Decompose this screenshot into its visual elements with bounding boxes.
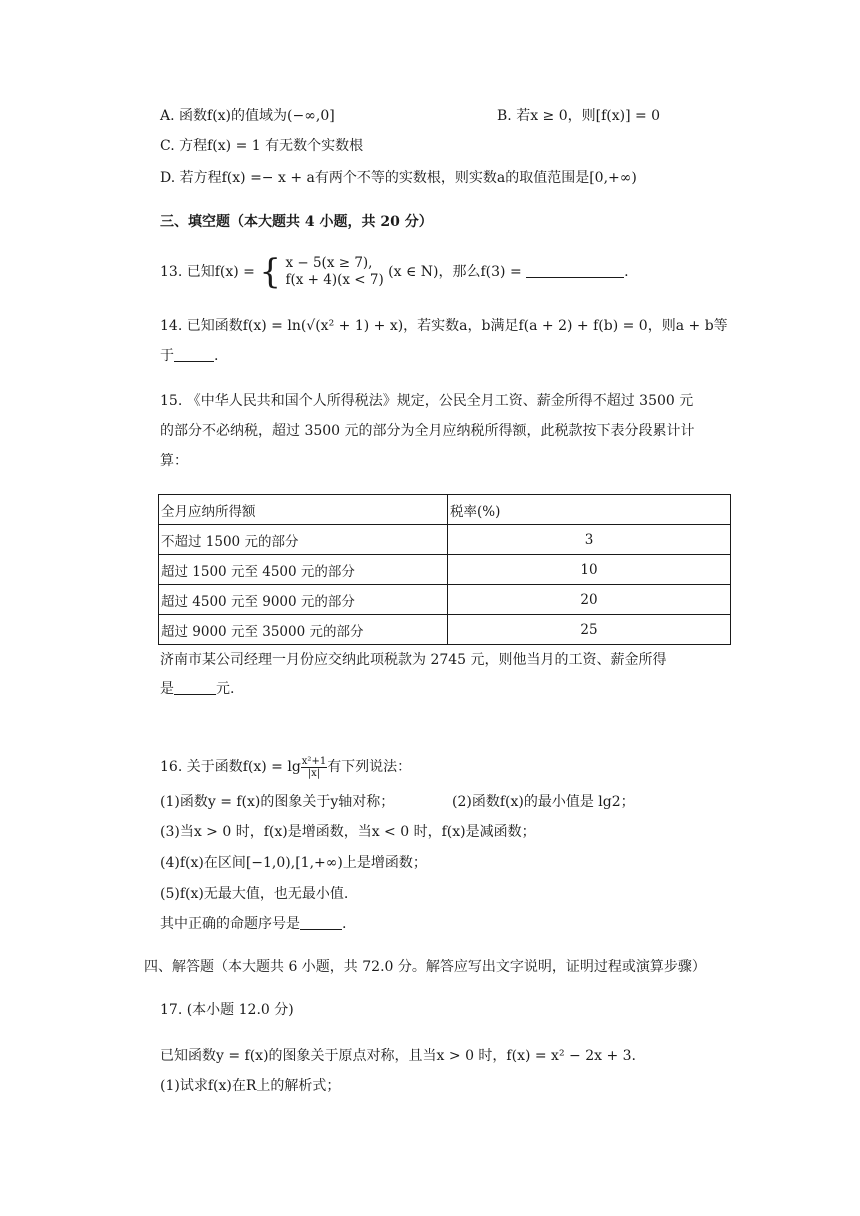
table-cell-range: 不超过 1500 元的部分: [159, 525, 448, 555]
q16-suffix: 有下列说法：: [327, 759, 412, 775]
q13-suffix: (x ∈ N)，那么f(3) =: [388, 264, 522, 280]
q14-answer-blank[interactable]: [174, 347, 214, 362]
question-17-line-1: 已知函数y = f(x)的图象关于原点对称，且当x > 0 时，f(x) = x² − 2x + 3.: [160, 1048, 636, 1064]
question-13: [160, 252, 629, 292]
table-header-row: [159, 495, 731, 525]
q15-answer-blank[interactable]: [174, 680, 216, 695]
tax-rate-table: [158, 494, 731, 645]
q16-statement-5: (5)f(x)无最大值，也无最小值.: [160, 886, 349, 902]
option-b: B. 若x ≥ 0，则[f(x)] = 0: [497, 108, 661, 124]
table-cell-range: 超过 9000 元至 35000 元的部分: [159, 615, 448, 645]
question-15-line-2: 的部分不必纳税，超过 3500 元的部分为全月应纳税所得额，此税款按下表分段累计计: [160, 423, 695, 439]
q16-prefix: 16. 关于函数f(x) = lg: [160, 759, 301, 775]
table-row: [159, 615, 731, 645]
table-header-income: 全月应纳所得额: [159, 495, 448, 525]
q16-frac-numerator: x²+1: [301, 755, 327, 767]
q16-ask-prefix: 其中正确的命题序号是: [160, 916, 300, 932]
q13-case-1: x − 5(x ≥ 7),: [285, 255, 373, 271]
q15-after2-suffix: 元.: [216, 681, 235, 697]
q16-answer-blank[interactable]: [300, 915, 342, 930]
question-14-line-2: [160, 346, 218, 366]
q13-answer-blank[interactable]: [526, 263, 624, 278]
table-row: [159, 585, 731, 615]
option-a: A. 函数f(x)的值域为(−∞,0]: [160, 108, 335, 124]
q16-statement-4: (4)f(x)在区间[−1,0),[1,+∞)上是增函数；: [160, 855, 427, 871]
q13-case-2: f(x + 4)(x < 7): [285, 272, 384, 288]
q16-fraction: [301, 756, 327, 779]
question-14-line-1: 14. 已知函数f(x) = ln(√(x² + 1) + x)，若实数a，b满足f(a + 2) + f(b) = 0，则a + b等: [160, 318, 728, 334]
q14-line2-prefix: 于: [160, 348, 174, 364]
table-cell-range: 超过 4500 元至 9000 元的部分: [159, 585, 448, 615]
table-row: [159, 555, 731, 585]
q16-statement-2: (2)函数f(x)的最小值是 lg2；: [452, 794, 635, 810]
q13-prefix: 13. 已知f(x) =: [160, 264, 255, 280]
q16-ask-end: .: [342, 916, 347, 932]
question-17-line-2: (1)试求f(x)在R上的解析式；: [160, 1078, 341, 1094]
question-15-line-3: 算：: [160, 453, 188, 469]
q16-ask: [160, 914, 346, 934]
q16-frac-denominator: |x|: [307, 767, 321, 779]
table-cell-range: 超过 1500 元至 4500 元的部分: [159, 555, 448, 585]
table-cell-rate: 3: [448, 525, 731, 555]
q16-statement-1: (1)函数y = f(x)的图象关于y轴对称；: [160, 794, 395, 810]
question-15-after-2: [160, 679, 234, 699]
question-17-heading: 17. (本小题 12.0 分): [160, 1002, 294, 1018]
question-15-line-1: 15. 《中华人民共和国个人所得税法》规定，公民全月工资、薪金所得不超过 3500 元: [160, 393, 694, 409]
table-row: [159, 525, 731, 555]
option-c: C. 方程f(x) = 1 有无数个实数根: [160, 138, 364, 154]
q14-end: .: [214, 348, 219, 364]
table-cell-rate: 25: [448, 615, 731, 645]
q16-statement-3: (3)当x > 0 时，f(x)是增函数，当x < 0 时，f(x)是减函数；: [160, 824, 536, 840]
option-d: D. 若方程f(x) =− x + a有两个不等的实数根，则实数a的取值范围是[0,+∞): [160, 170, 637, 186]
table-header-rate: 税率(%): [448, 495, 731, 525]
q13-end: .: [624, 264, 629, 280]
table-cell-rate: 20: [448, 585, 731, 615]
table-cell-rate: 10: [448, 555, 731, 585]
section-4-heading: 四、解答题（本大题共 6 小题，共 72.0 分。解答应写出文字说明，证明过程或演算步骤）: [144, 959, 706, 975]
brace-icon: {: [259, 252, 281, 292]
section-3-heading: 三、填空题（本大题共 4 小题，共 20 分）: [160, 214, 433, 230]
question-16-stem: [160, 752, 411, 782]
q15-after2-prefix: 是: [160, 681, 174, 697]
q13-piecewise: [285, 255, 383, 289]
question-15-after-1: 济南市某公司经理一月份应交纳此项税款为 2745 元，则他当月的工资、薪金所得: [160, 652, 667, 668]
